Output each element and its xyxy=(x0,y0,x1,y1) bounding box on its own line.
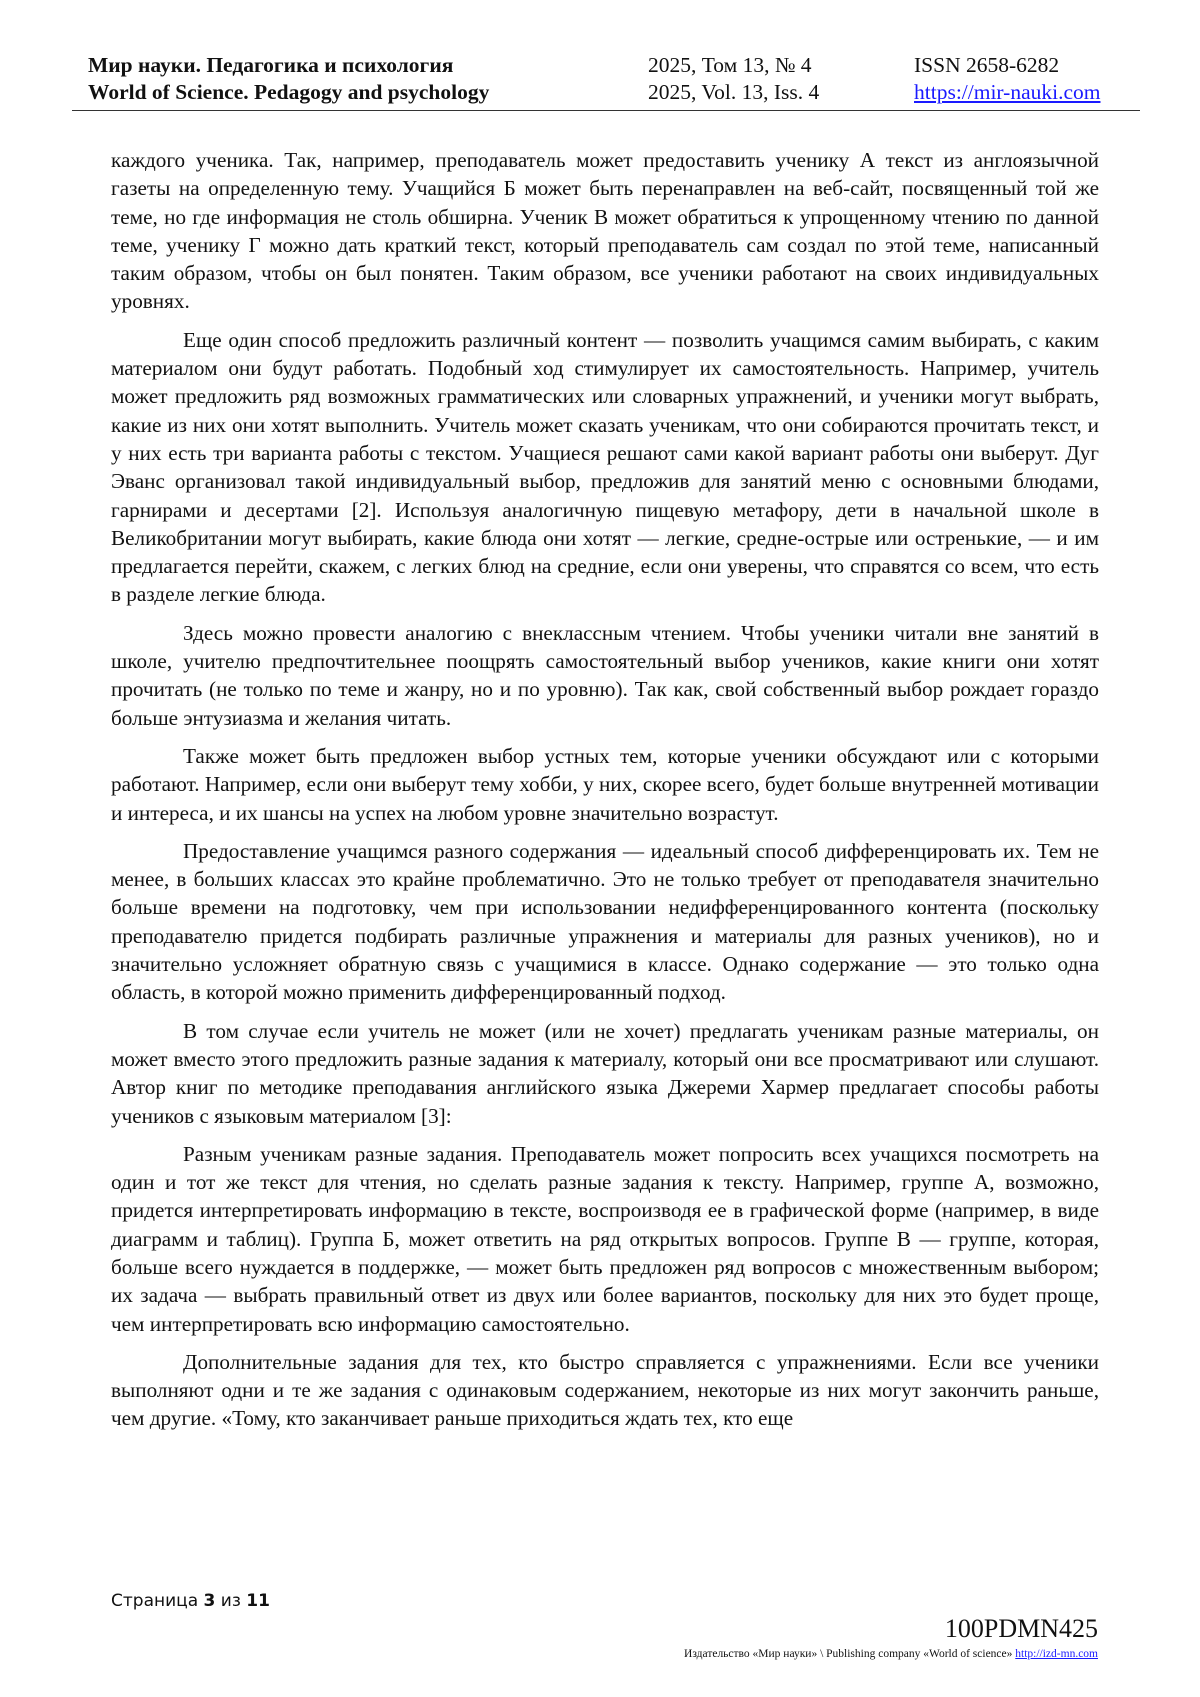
paragraph: каждого ученика. Так, например, преподаватель может предоставить ученику А текст из англоязычной газеты на определенную тему. Учащийся Б может быть перенаправлен на веб-сайт, посвященный той же теме, но где информация не столь обширна. Ученик В может обратиться к упрощенному чтению по данной теме, ученику Г можно дать краткий текст, который преподаватель сам создал по этой теме, написанный таким образом, чтобы он был понятен. Таким образом, все ученики работают на своих индивидуальных уровнях. xyxy=(111,148,1099,314)
page-current: 3 xyxy=(203,1591,216,1611)
publisher-name: Издательство «Мир науки» \ Publishing company «World of science» xyxy=(684,1648,1013,1660)
page-label: Страница xyxy=(111,1591,199,1611)
issn-block xyxy=(914,52,1100,106)
paragraph: Еще один способ предложить различный контент — позволить учащимся самим выбирать, с каким материалом они будут работать. Подобный ход стимулирует их самостоятельность. Например, учитель может предложить ряд возможных грамматических или словарных упражнений, и ученики могут выбрать, какие из них они хотят выполнить. Учитель может сказать ученикам, что они собираются прочитать текст, и у них есть три варианта работы с текстом. Учащиеся решают сами какой вариант работы они выберут. Дуг Эванс организовал такой индивидуальный выбор, предложив для занятий меню с основными блюдами, гарнирами и десертами [2]. Используя аналогичную пищевую метафору, дети в начальной школе в Великобритании могут выбирать, какие блюда они хотят — легкие, средне-острые или остренькие, — и им предлагается перейти, скажем, с легких блюд на средние, если они уверены, что справятся со всем, что есть в разделе легкие блюда. xyxy=(111,327,1099,607)
issue-en: 2025, Vol. 13, Iss. 4 xyxy=(648,80,820,104)
paragraph: Здесь можно провести аналогию с внеклассным чтением. Чтобы ученики читали вне занятий в школе, учителю предпочтительнее поощрять самостоятельный выбор учеников, какие книги они хотят прочитать (не только по теме и жанру, но и по уровню). Так как, свой собственный выбор рождает гораздо больше энтузиазма и желания читать. xyxy=(111,620,1099,730)
paragraph: Дополнительные задания для тех, кто быстро справляется с упражнениями. Если все ученики выполняют одни и те же задания с одинаковым содержанием, некоторые из них могут закончить раньше, чем другие. «Тому, кто заканчивает раньше приходиться ждать тех, кто еще xyxy=(111,1349,1099,1431)
issn: ISSN 2658-6282 xyxy=(914,53,1060,77)
article-code: 100PDMN425 xyxy=(944,1614,1098,1643)
issue-block xyxy=(648,52,819,106)
journal-title-en: World of Science. Pedagogy and psychology xyxy=(88,80,490,104)
paragraph: Предоставление учащимся разного содержания — идеальный способ дифференцировать их. Тем не менее, в больших классах это крайне проблематично. Это не только требует от преподавателя значительно больше времени на подготовку, чем при использовании недифференцированного контента (поскольку преподавателю придется подбирать различные упражнения и материалы для разных учеников), но и значительно усложняет обратную связь с учащимися в классе. Однако содержание — это только одна область, в которой можно применить дифференцированный подход. xyxy=(111,838,1099,1005)
journal-header xyxy=(72,52,1140,111)
journal-title-ru: Мир науки. Педагогика и психология xyxy=(88,53,454,77)
paragraph: Разным ученикам разные задания. Преподаватель может попросить всех учащихся посмотреть на один и тот же текст для чтения, но сделать разные задания к тексту. Например, группе А, возможно, придется интерпретировать информацию в тексте, воспроизводя ее в графической форме (например, в виде диаграмм и таблиц). Группа Б, может ответить на ряд открытых вопросов. Группе В — группе, которая, больше всего нуждается в поддержке, — может быть предложен ряд вопросов с множественным выбором; их задача — выбрать правильный ответ из двух или более вариантов, поскольку для них это будет проще, чем интерпретировать всю информацию самостоятельно. xyxy=(111,1141,1099,1336)
page-total: 11 xyxy=(246,1591,270,1611)
publisher-line xyxy=(684,1648,1098,1660)
page-of: из xyxy=(220,1591,241,1611)
issue-ru: 2025, Том 13, № 4 xyxy=(648,53,812,77)
publisher-url-link[interactable]: http://izd-mn.com xyxy=(1015,1648,1098,1660)
paragraph: Также может быть предложен выбор устных тем, которые ученики обсуждают или с которыми работают. Например, если они выберут тему хобби, у них, скорее всего, будет больше внутренней мотивации и интереса, и их шансы на успех на любом уровне значительно возрастут. xyxy=(111,743,1099,825)
journal-url-link[interactable]: https://mir-nauki.com xyxy=(914,80,1101,104)
paragraph: В том случае если учитель не может (или не хочет) предлагать ученикам разные материалы, он может вместо этого предложить разные задания к материалу, который они все просматривают или слушают. Автор книг по методике преподавания английского языка Джереми Хармер предлагает способы работы учеников с языковым материалом [3]: xyxy=(111,1018,1099,1128)
journal-title-block xyxy=(88,52,489,106)
page-number xyxy=(111,1591,270,1611)
article-body xyxy=(111,146,1099,1443)
